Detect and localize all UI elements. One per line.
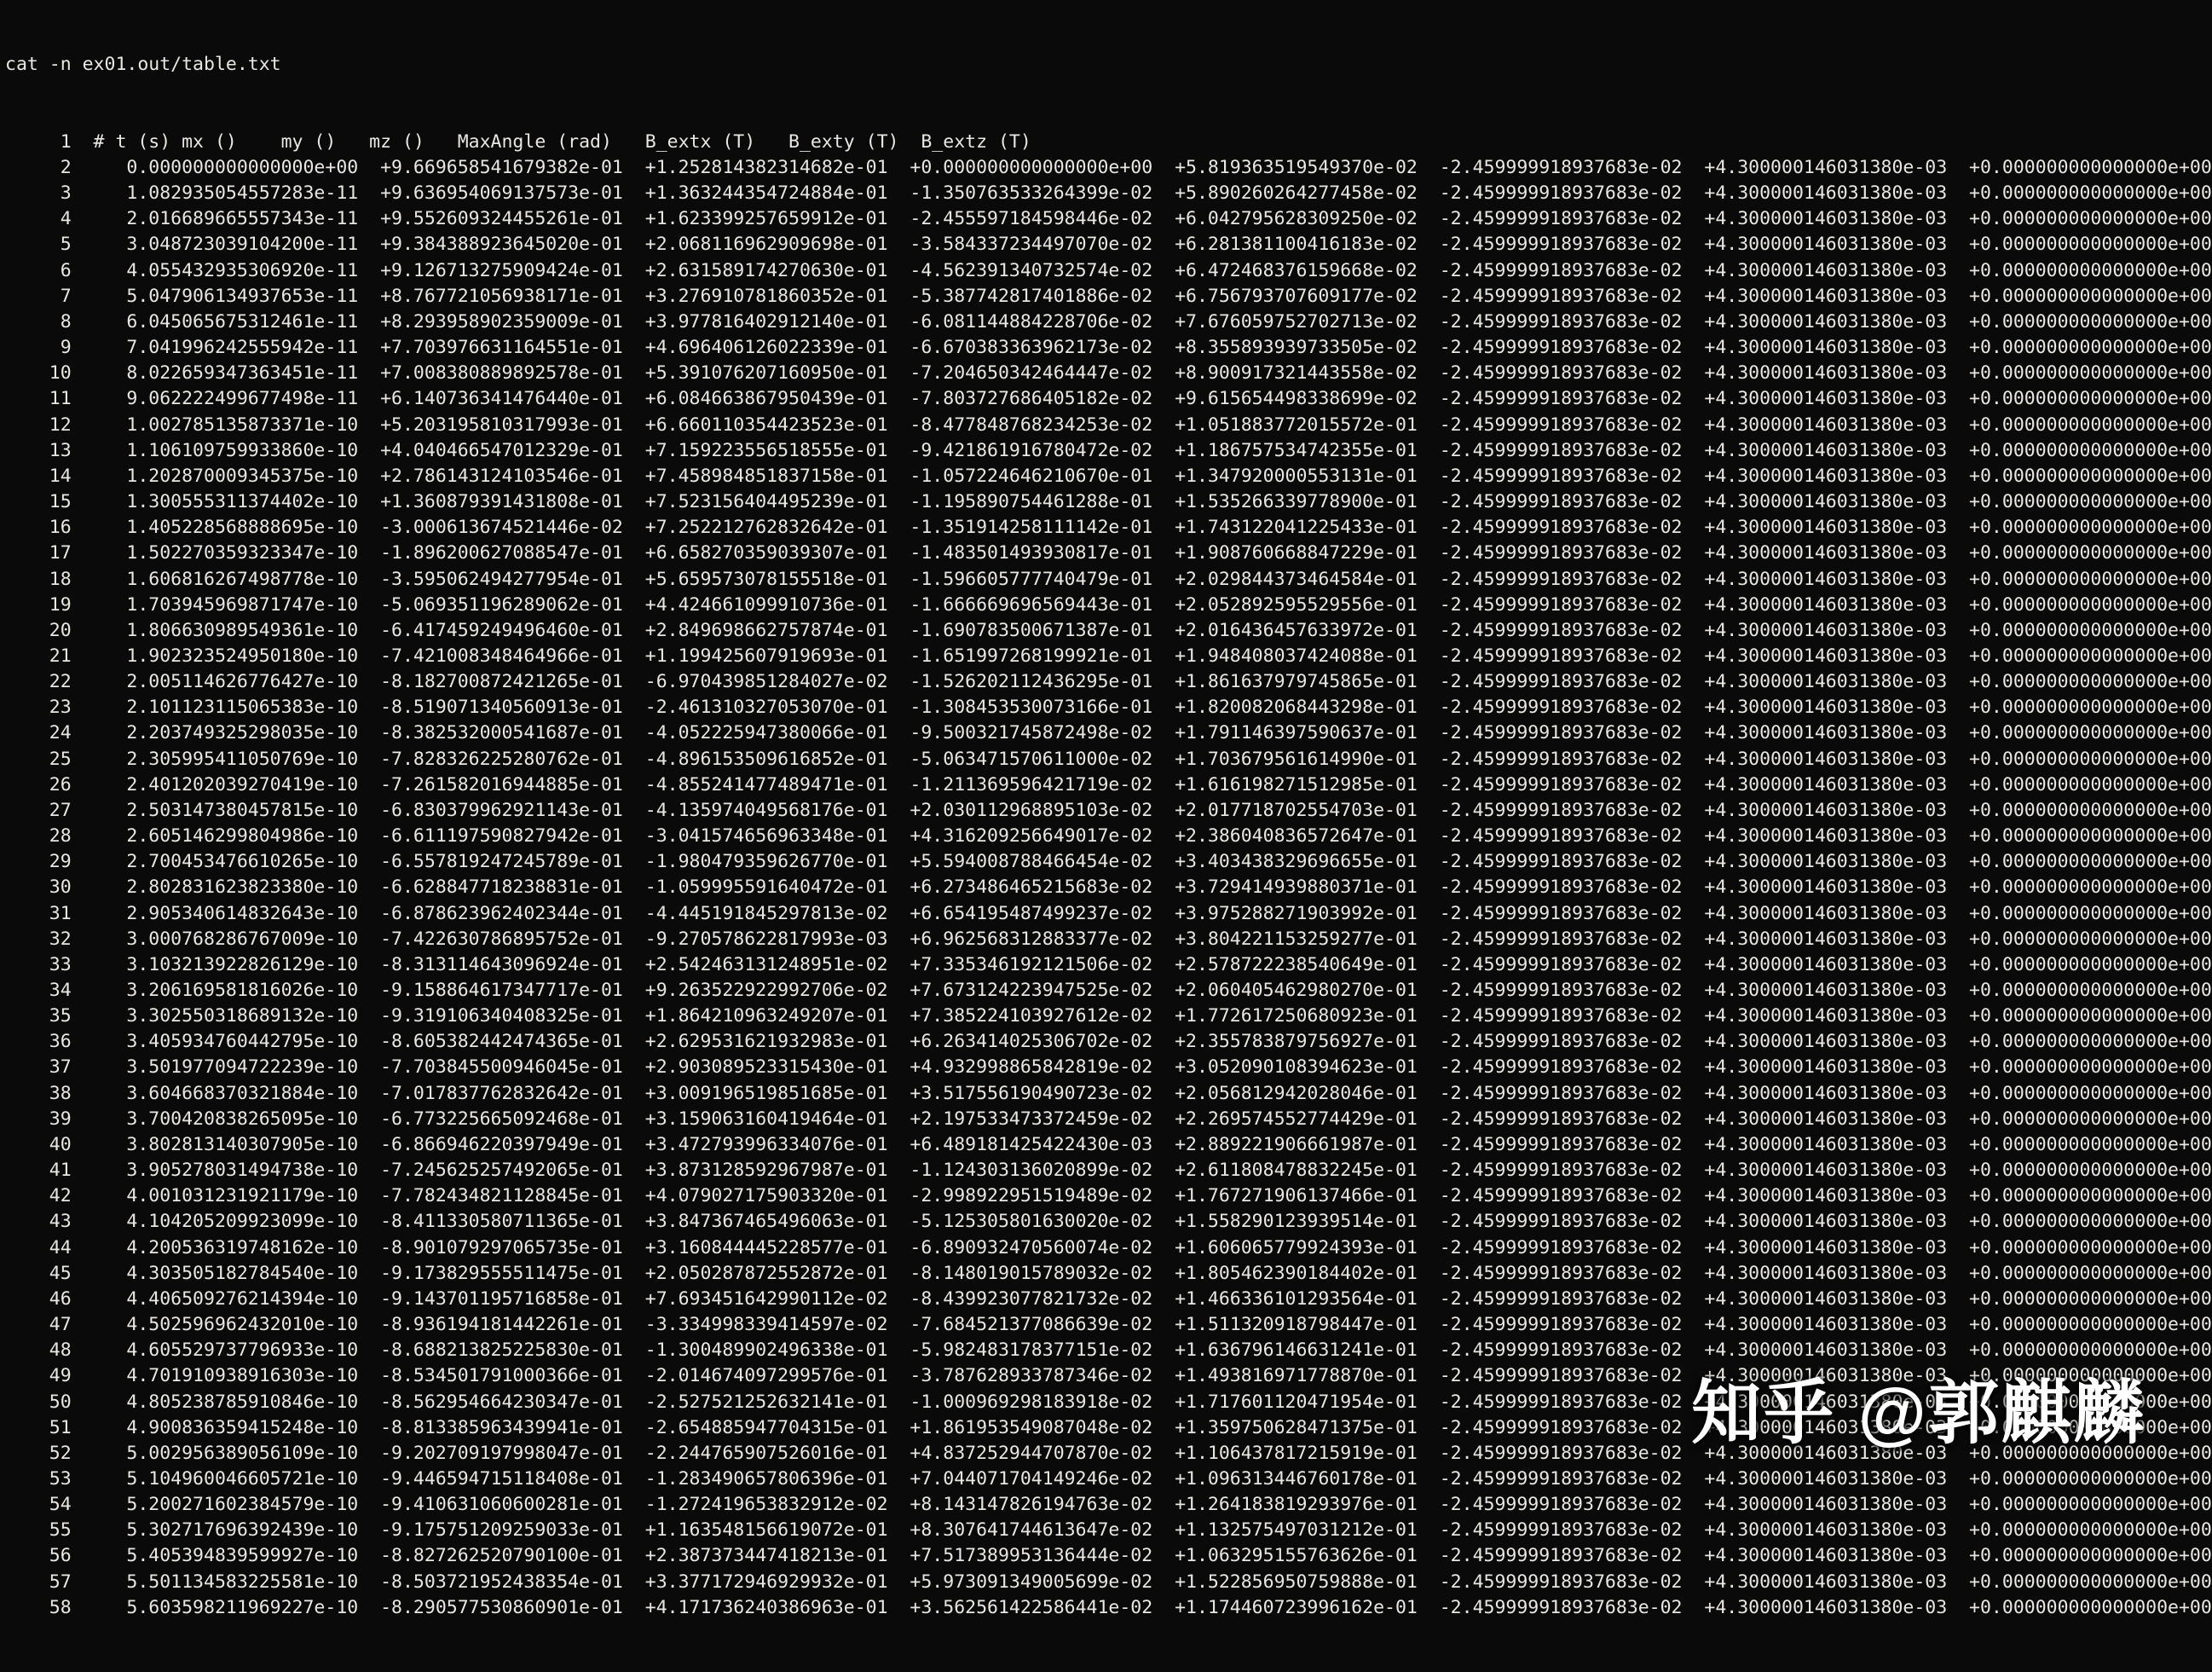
table-row: 56 5.405394839599927e-10 -8.827262520790100e-01 +2.387373447418213e-01 +7.517389953136444e-02 +1.063295155763626e-01 -2.459999918937683e-02 +4.300000146031380e-03 +0.000000000000000e+00	[5, 1545, 2212, 1567]
table-row: 34 3.206169581816026e-10 -9.158864617347717e-01 +9.263522922992706e-02 +7.673124223947525e-02 +2.060405462980270e-01 -2.459999918937683e-02 +4.300000146031380e-03 +0.000000000000000e+00	[5, 980, 2212, 1001]
table-row: 10 8.022659347363451e-11 +7.008380889892578e-01 +5.391076207160950e-01 -7.204650342464447e-02 +8.900917321443558e-02 -2.459999918937683e-02 +4.300000146031380e-03 +0.000000000000000e+00	[5, 362, 2212, 385]
table-row: 30 2.802831623823380e-10 -6.628847718238831e-01 -1.059995591640472e-01 +6.273486465215683e-02 +3.729414939880371e-01 -2.459999918937683e-02 +4.300000146031380e-03 +0.000000000000000e+00	[5, 876, 2212, 899]
table-row: 22 2.005114626776427e-10 -8.182700872421265e-01 -6.970439851284027e-02 -1.526202112436295e-01 +1.861637979745865e-01 -2.459999918937683e-02 +4.300000146031380e-03 +0.000000000000000e+00	[5, 671, 2212, 693]
table-row: 47 4.502596962432010e-10 -8.936194181442261e-01 -3.334998339414597e-02 -7.684521377086639e-02 +1.511320918798447e-01 -2.459999918937683e-02 +4.300000146031380e-03 +0.000000000000000e+00	[5, 1314, 2212, 1336]
table-row: 27 2.503147380457815e-10 -6.830379962921143e-01 -4.135974049568176e-01 +2.030112968895103e-02 +2.017718702554703e-01 -2.459999918937683e-02 +4.300000146031380e-03 +0.000000000000000e+00	[5, 799, 2212, 821]
table-row: 19 1.703945969871747e-10 -5.069351196289062e-01 +4.424661099910736e-01 -1.666669696569443e-01 +2.052892595529556e-01 -2.459999918937683e-02 +4.300000146031380e-03 +0.000000000000000e+00	[5, 593, 2212, 616]
table-row: 14 1.202870009345375e-10 +2.786143124103546e-01 +7.458984851837158e-01 -1.057224646210670e-01 +1.347920000553131e-01 -2.459999918937683e-02 +4.300000146031380e-03 +0.000000000000000e+00	[5, 465, 2212, 487]
table-row: 46 4.406509276214394e-10 -9.143701195716858e-01 +7.693451642990112e-02 -8.439923077821732e-02 +1.466336101293564e-01 -2.459999918937683e-02 +4.300000146031380e-03 +0.000000000000000e+00	[5, 1287, 2212, 1310]
watermark: 知乎 @郭麒麟	[1691, 1374, 2146, 1452]
table-row: 12 1.002785135873371e-10 +5.203195810317993e-01 +6.660110354423523e-01 -8.477848768234253e-02 +1.051883772015572e-01 -2.459999918937683e-02 +4.300000146031380e-03 +0.000000000000000e+00	[5, 414, 2212, 436]
table-row: 35 3.302550318689132e-10 -9.319106340408325e-01 +1.864210963249207e-01 +7.385224103927612e-02 +1.772617250680923e-01 -2.459999918937683e-02 +4.300000146031380e-03 +0.000000000000000e+00	[5, 1005, 2212, 1027]
table-row: 20 1.806630989549361e-10 -6.417459249496460e-01 +2.849698662757874e-01 -1.690783500671387e-01 +2.016436457633972e-01 -2.459999918937683e-02 +4.300000146031380e-03 +0.000000000000000e+00	[5, 619, 2212, 641]
table-row: 42 4.001031231921179e-10 -7.782434821128845e-01 +4.079027175903320e-01 -2.998922951519489e-02 +1.767271906137466e-01 -2.459999918937683e-02 +4.300000146031380e-03 +0.000000000000000e+00	[5, 1185, 2212, 1207]
table-row: 28 2.605146299804986e-10 -6.611197590827942e-01 -3.041574656963348e-01 +4.316209256649017e-02 +2.386040836572647e-01 -2.459999918937683e-02 +4.300000146031380e-03 +0.000000000000000e+00	[5, 825, 2212, 848]
table-row: 31 2.905340614832643e-10 -6.878623962402344e-01 -4.445191845297813e-02 +6.654195487499237e-02 +3.975288271903992e-01 -2.459999918937683e-02 +4.300000146031380e-03 +0.000000000000000e+00	[5, 902, 2212, 924]
table-row: 50 4.805238785910846e-10 -8.562954664230347e-01 -2.527521252632141e-01 -1.000969298183918e-02 +1.717601120471954e-01 -2.459999918937683e-02 +4.300000146031380e-03 +0.000000000000000e+00	[5, 1391, 2212, 1413]
table-row: 13 1.106109759933860e-10 +4.040466547012329e-01 +7.159223556518555e-01 -9.421861916780472e-02 +1.186757534742355e-01 -2.459999918937683e-02 +4.300000146031380e-03 +0.000000000000000e+00	[5, 439, 2212, 461]
table-row: 39 3.700420838265095e-10 -6.773225665092468e-01 +3.159063160419464e-01 +2.197533473372459e-02 +2.269574552774429e-01 -2.459999918937683e-02 +4.300000146031380e-03 +0.000000000000000e+00	[5, 1108, 2212, 1130]
table-row: 29 2.700453476610265e-10 -6.557819247245789e-01 -1.980479359626770e-01 +5.594008788466454e-02 +3.403438329696655e-01 -2.459999918937683e-02 +4.300000146031380e-03 +0.000000000000000e+00	[5, 851, 2212, 873]
table-row: 9 7.041996242555942e-11 +7.703976631164551e-01 +4.696406126022339e-01 -6.670383363962173e-02 +8.355893939733505e-02 -2.459999918937683e-02 +4.300000146031380e-03 +0.000000000000000e+00	[5, 337, 2212, 359]
table-row: 37 3.501977094722239e-10 -7.703845500946045e-01 +2.903089523315430e-01 +4.932998865842819e-02 +3.052090108394623e-01 -2.459999918937683e-02 +4.300000146031380e-03 +0.000000000000000e+00	[5, 1056, 2212, 1079]
table-row: 41 3.905278031494738e-10 -7.245625257492065e-01 +3.873128592967987e-01 -1.124303136020899e-02 +2.611808478832245e-01 -2.459999918937683e-02 +4.300000146031380e-03 +0.000000000000000e+00	[5, 1160, 2212, 1182]
table-header-row: 1 # t (s) mx () my () mz () MaxAngle (rad) B_extx (T) B_exty (T) B_extz (T)	[5, 130, 1031, 153]
command-line: cat -n ex01.out/table.txt	[5, 54, 281, 76]
table-row: 36 3.405934760442795e-10 -8.605382442474365e-01 +2.629531621932983e-01 +6.263414025306702e-02 +2.355783879756927e-01 -2.459999918937683e-02 +4.300000146031380e-03 +0.000000000000000e+00	[5, 1031, 2212, 1053]
table-row: 54 5.200271602384579e-10 -9.410631060600281e-01 -1.272419653832912e-02 +8.143147826194763e-02 +1.264183819293976e-01 -2.459999918937683e-02 +4.300000146031380e-03 +0.000000000000000e+00	[5, 1494, 2212, 1516]
table-row: 45 4.303505182784540e-10 -9.173829555511475e-01 +2.050287872552872e-01 -8.148019015789032e-02 +1.805462390184402e-01 -2.459999918937683e-02 +4.300000146031380e-03 +0.000000000000000e+00	[5, 1262, 2212, 1284]
table-row: 7 5.047906134937653e-11 +8.767721056938171e-01 +3.276910781860352e-01 -5.387742817401886e-02 +6.756793707609177e-02 -2.459999918937683e-02 +4.300000146031380e-03 +0.000000000000000e+00	[5, 285, 2212, 307]
table-row: 21 1.902323524950180e-10 -7.421008348464966e-01 +1.199425607919693e-01 -1.651997268199921e-01 +1.948408037424088e-01 -2.459999918937683e-02 +4.300000146031380e-03 +0.000000000000000e+00	[5, 645, 2212, 667]
table-row: 18 1.606816267498778e-10 -3.595062494277954e-01 +5.659573078155518e-01 -1.596605777740479e-01 +2.029844373464584e-01 -2.459999918937683e-02 +4.300000146031380e-03 +0.000000000000000e+00	[5, 568, 2212, 590]
table-row: 51 4.900836359415248e-10 -8.813385963439941e-01 -2.654885947704315e-01 +1.861953549087048e-02 +1.359750628471375e-01 -2.459999918937683e-02 +4.300000146031380e-03 +0.000000000000000e+00	[5, 1416, 2212, 1438]
table-row: 43 4.104205209923099e-10 -8.411330580711365e-01 +3.847367465496063e-01 -5.125305801630020e-02 +1.558290123939514e-01 -2.459999918937683e-02 +4.300000146031380e-03 +0.000000000000000e+00	[5, 1211, 2212, 1233]
table-row: 48 4.605529737796933e-10 -8.688213825225830e-01 -1.300489902496338e-01 -5.982483178377151e-02 +1.636796146631241e-01 -2.459999918937683e-02 +4.300000146031380e-03 +0.000000000000000e+00	[5, 1339, 2212, 1362]
table-row: 32 3.000768286767009e-10 -7.422630786895752e-01 -9.270578622817993e-03 +6.962568312883377e-02 +3.804221153259277e-01 -2.459999918937683e-02 +4.300000146031380e-03 +0.000000000000000e+00	[5, 928, 2212, 950]
table-row: 33 3.103213922826129e-10 -8.313114643096924e-01 +2.542463131248951e-02 +7.335346192121506e-02 +2.578722238540649e-01 -2.459999918937683e-02 +4.300000146031380e-03 +0.000000000000000e+00	[5, 953, 2212, 975]
table-row: 4 2.016689665557343e-11 +9.552609324455261e-01 +1.623399257659912e-01 -2.455597184598446e-02 +6.042795628309250e-02 -2.459999918937683e-02 +4.300000146031380e-03 +0.000000000000000e+00	[5, 208, 2212, 230]
table-row: 24 2.203749325298035e-10 -8.382532000541687e-01 -4.052225947380066e-01 -9.500321745872498e-02 +1.791146397590637e-01 -2.459999918937683e-02 +4.300000146031380e-03 +0.000000000000000e+00	[5, 722, 2212, 744]
table-row: 55 5.302717696392439e-10 -9.175751209259033e-01 +1.163548156619072e-01 +8.307641744613647e-02 +1.132575497031212e-01 -2.459999918937683e-02 +4.300000146031380e-03 +0.000000000000000e+00	[5, 1519, 2212, 1542]
table-row: 17 1.502270359323347e-10 -1.896200627088547e-01 +6.658270359039307e-01 -1.483501493930817e-01 +1.908760668847229e-01 -2.459999918937683e-02 +4.300000146031380e-03 +0.000000000000000e+00	[5, 542, 2212, 564]
table-row: 25 2.305995411050769e-10 -7.828326225280762e-01 -4.896153509616852e-01 -5.063471570611000e-02 +1.703679561614990e-01 -2.459999918937683e-02 +4.300000146031380e-03 +0.000000000000000e+00	[5, 748, 2212, 770]
table-row: 57 5.501134583225581e-10 -8.503721952438354e-01 +3.377172946929932e-01 +5.973091349005699e-02 +1.522856950759888e-01 -2.459999918937683e-02 +4.300000146031380e-03 +0.000000000000000e+00	[5, 1571, 2212, 1593]
table-row: 8 6.045065675312461e-11 +8.293958902359009e-01 +3.977816402912140e-01 -6.081144884228706e-02 +7.676059752702713e-02 -2.459999918937683e-02 +4.300000146031380e-03 +0.000000000000000e+00	[5, 310, 2212, 333]
table-row: 3 1.082935054557283e-11 +9.636954069137573e-01 +1.363244354724884e-01 -1.350763533264399e-02 +5.890260264277458e-02 -2.459999918937683e-02 +4.300000146031380e-03 +0.000000000000000e+00	[5, 182, 2212, 205]
table-row: 23 2.101123115065383e-10 -8.519071340560913e-01 -2.461310327053070e-01 -1.308453530073166e-01 +1.820082068443298e-01 -2.459999918937683e-02 +4.300000146031380e-03 +0.000000000000000e+00	[5, 697, 2212, 719]
table-row: 53 5.104960046605721e-10 -9.446594715118408e-01 -1.283490657806396e-01 +7.044071704149246e-02 +1.096313446760178e-01 -2.459999918937683e-02 +4.300000146031380e-03 +0.000000000000000e+00	[5, 1467, 2212, 1490]
table-row: 40 3.802813140307905e-10 -6.866946220397949e-01 +3.472793996334076e-01 +6.489181425422430e-03 +2.889221906661987e-01 -2.459999918937683e-02 +4.300000146031380e-03 +0.000000000000000e+00	[5, 1133, 2212, 1155]
table-row: 16 1.405228568888695e-10 -3.000613674521446e-02 +7.252212762832642e-01 -1.351914258111142e-01 +1.743122041225433e-01 -2.459999918937683e-02 +4.300000146031380e-03 +0.000000000000000e+00	[5, 517, 2212, 539]
table-row: 52 5.002956389056109e-10 -9.202709197998047e-01 -2.244765907526016e-01 +4.837252944707870e-02 +1.106437817215919e-01 -2.459999918937683e-02 +4.300000146031380e-03 +0.000000000000000e+00	[5, 1442, 2212, 1464]
table-row: 38 3.604668370321884e-10 -7.017837762832642e-01 +3.009196519851685e-01 +3.517556190490723e-02 +2.056812942028046e-01 -2.459999918937683e-02 +4.300000146031380e-03 +0.000000000000000e+00	[5, 1082, 2212, 1104]
table-row: 49 4.701910938916303e-10 -8.534501791000366e-01 -2.014674097299576e-01 -3.787628933787346e-02 +1.493816971778870e-01 -2.459999918937683e-02 +4.300000146031380e-03 +0.000000000000000e+00	[5, 1365, 2212, 1387]
table-row: 11 9.062222499677498e-11 +6.140736341476440e-01 +6.084663867950439e-01 -7.803727686405182e-02 +9.615654498338699e-02 -2.459999918937683e-02 +4.300000146031380e-03 +0.000000000000000e+00	[5, 388, 2212, 410]
table-row: 15 1.300555311374402e-10 +1.360879391431808e-01 +7.523156404495239e-01 -1.195890754461288e-01 +1.535266339778900e-01 -2.459999918937683e-02 +4.300000146031380e-03 +0.000000000000000e+00	[5, 491, 2212, 513]
table-row: 26 2.401202039270419e-10 -7.261582016944885e-01 -4.855241477489471e-01 -1.211369596421719e-02 +1.616198271512985e-01 -2.459999918937683e-02 +4.300000146031380e-03 +0.000000000000000e+00	[5, 773, 2212, 796]
table-row: 5 3.048723039104200e-11 +9.384388923645020e-01 +2.068116962909698e-01 -3.584337234497070e-02 +6.281381100416183e-02 -2.459999918937683e-02 +4.300000146031380e-03 +0.000000000000000e+00	[5, 234, 2212, 256]
table-row: 2 0.000000000000000e+00 +9.669658541679382e-01 +1.252814382314682e-01 +0.000000000000000e+00 +5.819363519549370e-02 -2.459999918937683e-02 +4.300000146031380e-03 +0.000000000000000e+00	[5, 157, 2212, 178]
table-row: 58 5.603598211969227e-10 -8.290577530860901e-01 +4.171736240386963e-01 +3.562561422586441e-02 +1.174460723996162e-01 -2.459999918937683e-02 +4.300000146031380e-03 +0.000000000000000e+00	[5, 1596, 2212, 1618]
table-row: 44 4.200536319748162e-10 -8.901079297065735e-01 +3.160844445228577e-01 -6.890932470560074e-02 +1.606065779924393e-01 -2.459999918937683e-02 +4.300000146031380e-03 +0.000000000000000e+00	[5, 1236, 2212, 1258]
table-row: 6 4.055432935306920e-11 +9.126713275909424e-01 +2.631589174270630e-01 -4.562391340732574e-02 +6.472468376159668e-02 -2.459999918937683e-02 +4.300000146031380e-03 +0.000000000000000e+00	[5, 259, 2212, 281]
